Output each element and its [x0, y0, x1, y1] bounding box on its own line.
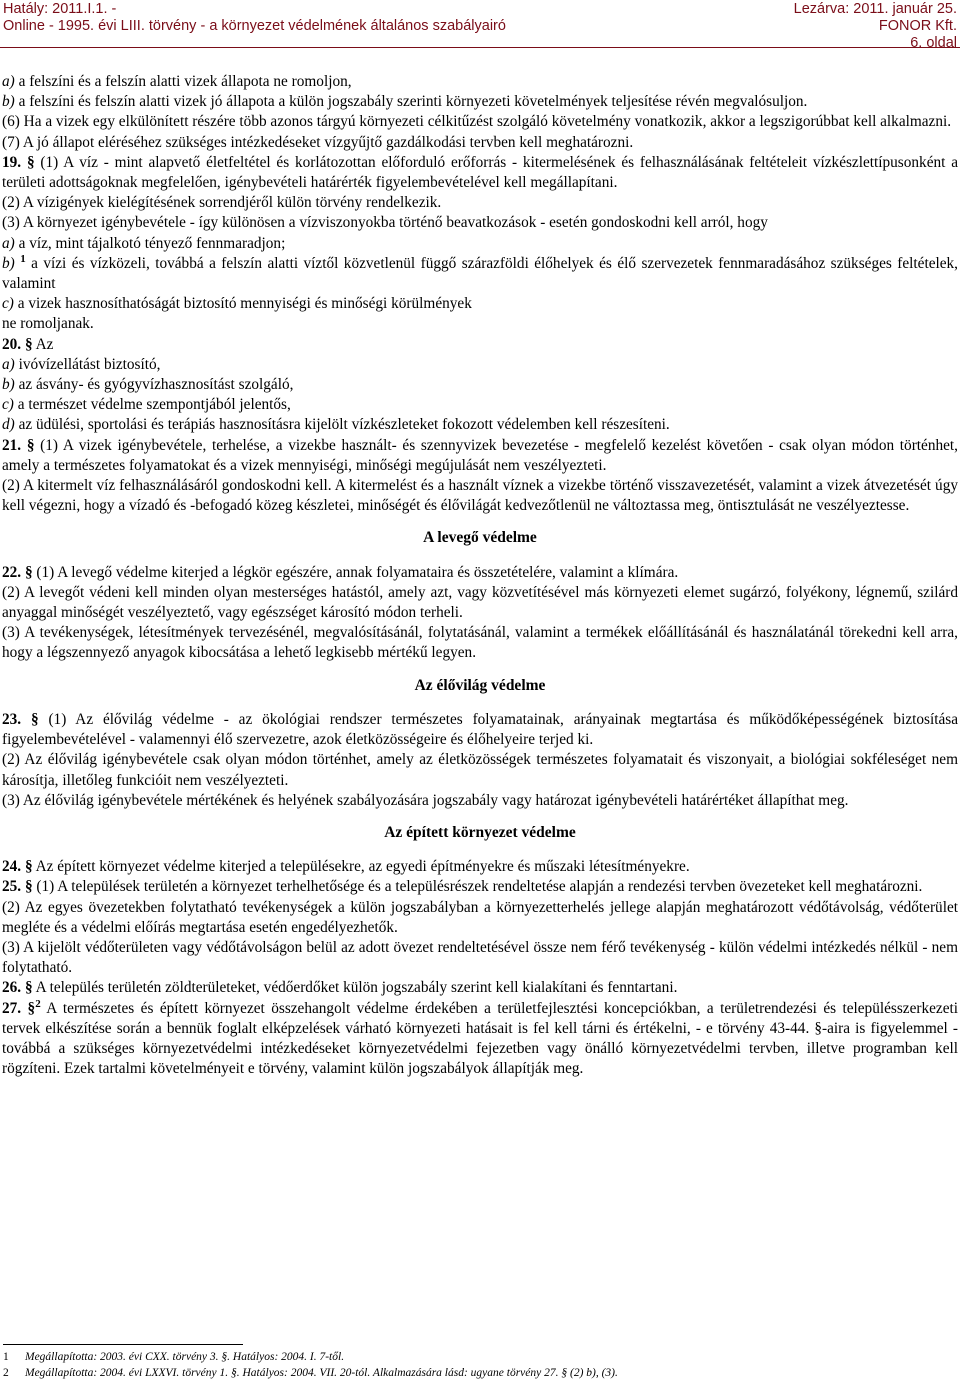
section-sign: §: [24, 335, 33, 353]
item-marker: b): [2, 376, 15, 394]
section-sign: §: [24, 858, 33, 876]
paragraph: [2, 623, 958, 663]
paragraph: [2, 791, 958, 811]
paragraph-text: (1) A vizek igénybevétele, terhelése, a vizekbe használt- és szennyvizek bevezetése - megfelelő kezelést követően - csak olyan módon történhet, amely a természetes folyamatokat és a vizek mennyiségi, minőségi megújulását nem veszélyezteti.: [2, 436, 959, 474]
footnote-text: Megállapította: 2003. évi CXX. törvény 3. §. Hatályos: 2004. I. 7-től.: [25, 1351, 345, 1363]
paragraph: [2, 355, 958, 375]
section-number: 22.: [2, 563, 25, 581]
item-marker: c): [2, 396, 14, 414]
paragraph-text: az ásvány- és gyógyvízhasznosítást szolgáló,: [14, 376, 294, 394]
item-marker: a): [2, 355, 15, 373]
header-closed-date: Lezárva: 2011. január 25.: [793, 1, 957, 17]
paragraph: [2, 375, 958, 395]
footnote-reference: 1: [20, 252, 26, 265]
footnote-number: 2: [3, 1366, 9, 1379]
paragraph-text: (2) A levegőt védeni kell minden olyan mesterséges hatástól, amely azt, vagy közvetítésével más környezeti elemet sugárzó, folyékony, légnemű, szilárd anyaggal minőségét veszélyeztető, vagy egészséget károsító módon terheli.: [2, 583, 958, 622]
section-sign: §: [26, 153, 35, 171]
item-marker: c): [2, 295, 14, 313]
footnote: [3, 1350, 953, 1366]
paragraph: [2, 335, 958, 355]
footnote: [3, 1366, 953, 1382]
footnote-reference: 2: [35, 997, 41, 1010]
paragraph-text: (3) A tevékenységek, létesítmények tervezésénél, megvalósításánál, folytatásánál, valamint a termékek előállításánál és használatánál törekedni kell arra, hogy a légszennyező anyagok kibocsátása a lehető legkisebb mértékű legyen.: [2, 624, 958, 662]
footnote-divider: [3, 1344, 243, 1345]
paragraph-text: (7) A jó állapot eléréséhez szükséges intézkedéseket vízgyűjtő gazdálkodási tervben kell meghatározni.: [2, 133, 634, 151]
section-heading-wildlife: Az élővilág védelme: [414, 676, 546, 694]
paragraph: [2, 898, 958, 938]
section-sign: §: [30, 710, 39, 728]
paragraph-text: A természetes és épített környezet összehangolt védelme érdekében a területfejlesztési koncepciókban, a területrendezési és településszerkezeti tervek elkészítése során a bennük foglalt elképzelések várható környezeti hatásait is fel kell tárni és értékelni, - e törvény 43-44. §-aira is figyelemmel - továbbá a szükséges környezetvédelmi intézkedéseket környezetvédelmi fejezetben vagy önálló környezetvédelmi tervben, illetve programban kell rögzíteni. Ezek tartalmi követelményeit e törvény, valamint külön jogszabályok állapítják meg.: [2, 999, 958, 1078]
paragraph: [2, 72, 958, 92]
paragraph-text: (1) A települések területén a környezet terhelhetősége és a településrészek rendeltetése alapján a rendezési tervben övezeteket kell meghatározni.: [32, 878, 923, 896]
paragraph: [2, 563, 958, 583]
section-sign: §: [27, 999, 36, 1017]
paragraph-text: (2) Az élővilág igénybevétele csak olyan módon történhet, amely az életközösségek természetes folyamatait és viszonyait, a biológiai sokféleséget nem károsítja, illetőleg funkcióit nem veszélyezteti.: [2, 751, 958, 789]
paragraph-group-built-environment: [2, 857, 958, 1079]
paragraph-group-air: [2, 563, 958, 664]
paragraph: [2, 294, 958, 314]
section-number: 19.: [2, 153, 27, 171]
header-publisher: FONOR Kft.: [878, 18, 957, 34]
page-header: [0, 0, 960, 52]
footnote-number: 1: [3, 1351, 9, 1363]
paragraph-text: Az épített környezet védelme kiterjed a településekre, az egyedi építményekre és műszaki létesítményekre.: [32, 858, 690, 876]
paragraph: [2, 583, 958, 623]
paragraph: [2, 133, 958, 153]
section-heading-air: A levegő védelme: [423, 529, 537, 547]
paragraph-text: (2) A vízigények kielégítésének sorrendjéről külön törvény rendelkezik.: [2, 194, 442, 212]
paragraph-text: A település területén zöldterületeket, védőerdőket külön jogszabály szerint kell kialakítani és fenntartani.: [32, 979, 678, 997]
paragraph: [2, 857, 958, 877]
section-number: 24.: [2, 858, 25, 876]
section-number: 20.: [2, 335, 25, 353]
section-heading-built-environment: Az épített környezet védelme: [384, 823, 576, 841]
header-validity: Hatály: 2011.I.1. -: [3, 1, 117, 17]
paragraph: [2, 938, 958, 978]
paragraph-text: (2) Az egyes övezetekben folytatható tevékenységek a külön jogszabályban a környezetterhelés jellege alapján meghatározott védőtávolság, védőterület megléte és a védelmi előírás megtartása esetén engedélyezhetők.: [2, 898, 958, 936]
paragraph-text: a víz, mint tájalkotó tényező fennmaradjon;: [14, 234, 286, 252]
section-sign: §: [24, 563, 33, 581]
paragraph: [2, 710, 958, 750]
header-left: [3, 1, 506, 35]
paragraph-text: Az: [32, 335, 54, 353]
paragraph-text: (3) Az élővilág igénybevétele mértékének és helyének szabályozására jogszabály vagy határozat igénybevételi határértéket állapíthat meg.: [2, 791, 849, 809]
paragraph: [2, 415, 958, 435]
paragraph: [2, 476, 958, 516]
paragraph: [2, 112, 958, 132]
footnote-list: [3, 1350, 953, 1381]
paragraph-text: a vizek hasznosíthatóságát biztosító mennyiségi és minőségi körülmények: [13, 295, 472, 313]
paragraph-text: (2) A kitermelt víz felhasználásáról gondoskodni kell. A kitermelést és a használt víznek a vizekbe történő visszavezetését, valamint a vizek átvezetését úgy kell végezni, hogy a vízadó és -befogadó közeg készletei, minőségét és élővilágát kedvezőtlenül ne változtassa meg, öntisztulását ne veszélyeztesse.: [2, 477, 958, 515]
section-sign: §: [26, 436, 35, 454]
paragraph: [2, 213, 958, 233]
paragraph-text: ne romoljanak.: [2, 315, 94, 333]
paragraph-text: (1) A levegő védelme kiterjed a légkör egészére, annak folyamataira és összetételére, valamint a klímára.: [32, 563, 679, 581]
item-marker: d): [2, 416, 15, 434]
paragraph: [2, 999, 958, 1080]
item-marker: b): [2, 93, 15, 111]
header-page-number: 6. oldal: [910, 35, 957, 51]
header-document-title: Online - 1995. évi LIII. törvény - a környezet védelmének általános szabályairó: [3, 18, 506, 34]
paragraph: [2, 395, 958, 415]
footnote-text: Megállapította: 2004. évi LXXVI. törvény 1. §. Hatályos: 2004. VII. 20-tól. Alkalmazására lásd: ugyane törvény 27. § (2) b), (3).: [25, 1366, 618, 1379]
paragraph: [2, 254, 958, 294]
section-sign: §: [24, 979, 33, 997]
paragraph-text: a természet védelme szempontjából jelentős,: [13, 396, 291, 414]
paragraph-text: (3) A környezet igénybevétele - így különösen a vízviszonyokba történő beavatkozások - esetén gondoskodni kell arról, hogy: [2, 214, 768, 232]
paragraph: [2, 314, 958, 334]
paragraph: [2, 978, 958, 998]
paragraph-text: ivóvízellátást biztosító,: [14, 355, 161, 373]
paragraph: [2, 436, 958, 476]
paragraph: [2, 877, 958, 897]
item-marker: a): [2, 73, 15, 90]
paragraph: [2, 193, 958, 213]
paragraph: [2, 153, 958, 193]
section-number: 26.: [2, 979, 25, 997]
section-number: 27.: [2, 999, 28, 1017]
paragraph-group-water: [2, 72, 958, 516]
paragraph-text: a felszíni és felszín alatti vizek jó állapota a külön jogszabály szerinti környezeti követelmények teljesítése révén megvalósuljon.: [14, 93, 808, 111]
paragraph-text: (1) A víz - mint alapvető életfeltétel és korlátozottan előforduló erőforrás - kitermelésének és felhasználásának feltételeit vízkészlettípusonként a területi adottságoknak megfelelően, igénybevételi határérték figyelembevételével kell megállapítani.: [2, 153, 958, 192]
paragraph: [2, 750, 958, 790]
section-number: 23.: [2, 710, 31, 728]
item-marker: a): [2, 234, 15, 252]
paragraph-text: (3) A kijelölt védőterületen vagy védőtávolságon belül az adott övezet rendeltetésével össze nem férő tevékenység - külön védelmi intézkedés nélkül - nem folytatható.: [2, 938, 958, 977]
section-number: 25.: [2, 878, 25, 896]
section-sign: §: [24, 878, 33, 896]
item-marker: b): [2, 254, 15, 272]
paragraph-group-wildlife: [2, 710, 958, 811]
footnotes: [3, 1350, 953, 1381]
paragraph-text: (6) Ha a vizek egy elkülönített részére több azonos tárgyú környezeti célkitűzést szolgáló követelmény vonatkozik, akkor a legszigorúbbat kell alkalmazni.: [2, 113, 952, 131]
paragraph-text: az üdülési, sportolási és terápiás hasznosításra kijelölt vízkészleteket fokozott védelemben kell részesíteni.: [14, 416, 670, 434]
paragraph: [2, 92, 958, 112]
section-number: 21.: [2, 436, 27, 454]
header-divider: [0, 47, 960, 48]
document-body: [2, 72, 958, 1079]
header-right: [794, 1, 957, 52]
paragraph-text: a felszíni és a felszín alatti vizek állapota ne romoljon,: [14, 73, 352, 90]
paragraph-text: (1) Az élővilág védelme - az ökológiai rendszer természetes folyamatainak, arányainak megtartása és működőképességének biztosítása figyelembevételével - valamennyi élő szervezetre, azok életközösségeire és élőhelyeire terjed ki.: [2, 710, 958, 749]
paragraph: [2, 234, 958, 254]
paragraph-text: a vízi és vízközeli, továbbá a felszín alatti víztől közvetlenül függő szárazföldi élőhelyek és élő szervezetek fennmaradásához szükséges feltételek, valamint: [2, 254, 958, 293]
